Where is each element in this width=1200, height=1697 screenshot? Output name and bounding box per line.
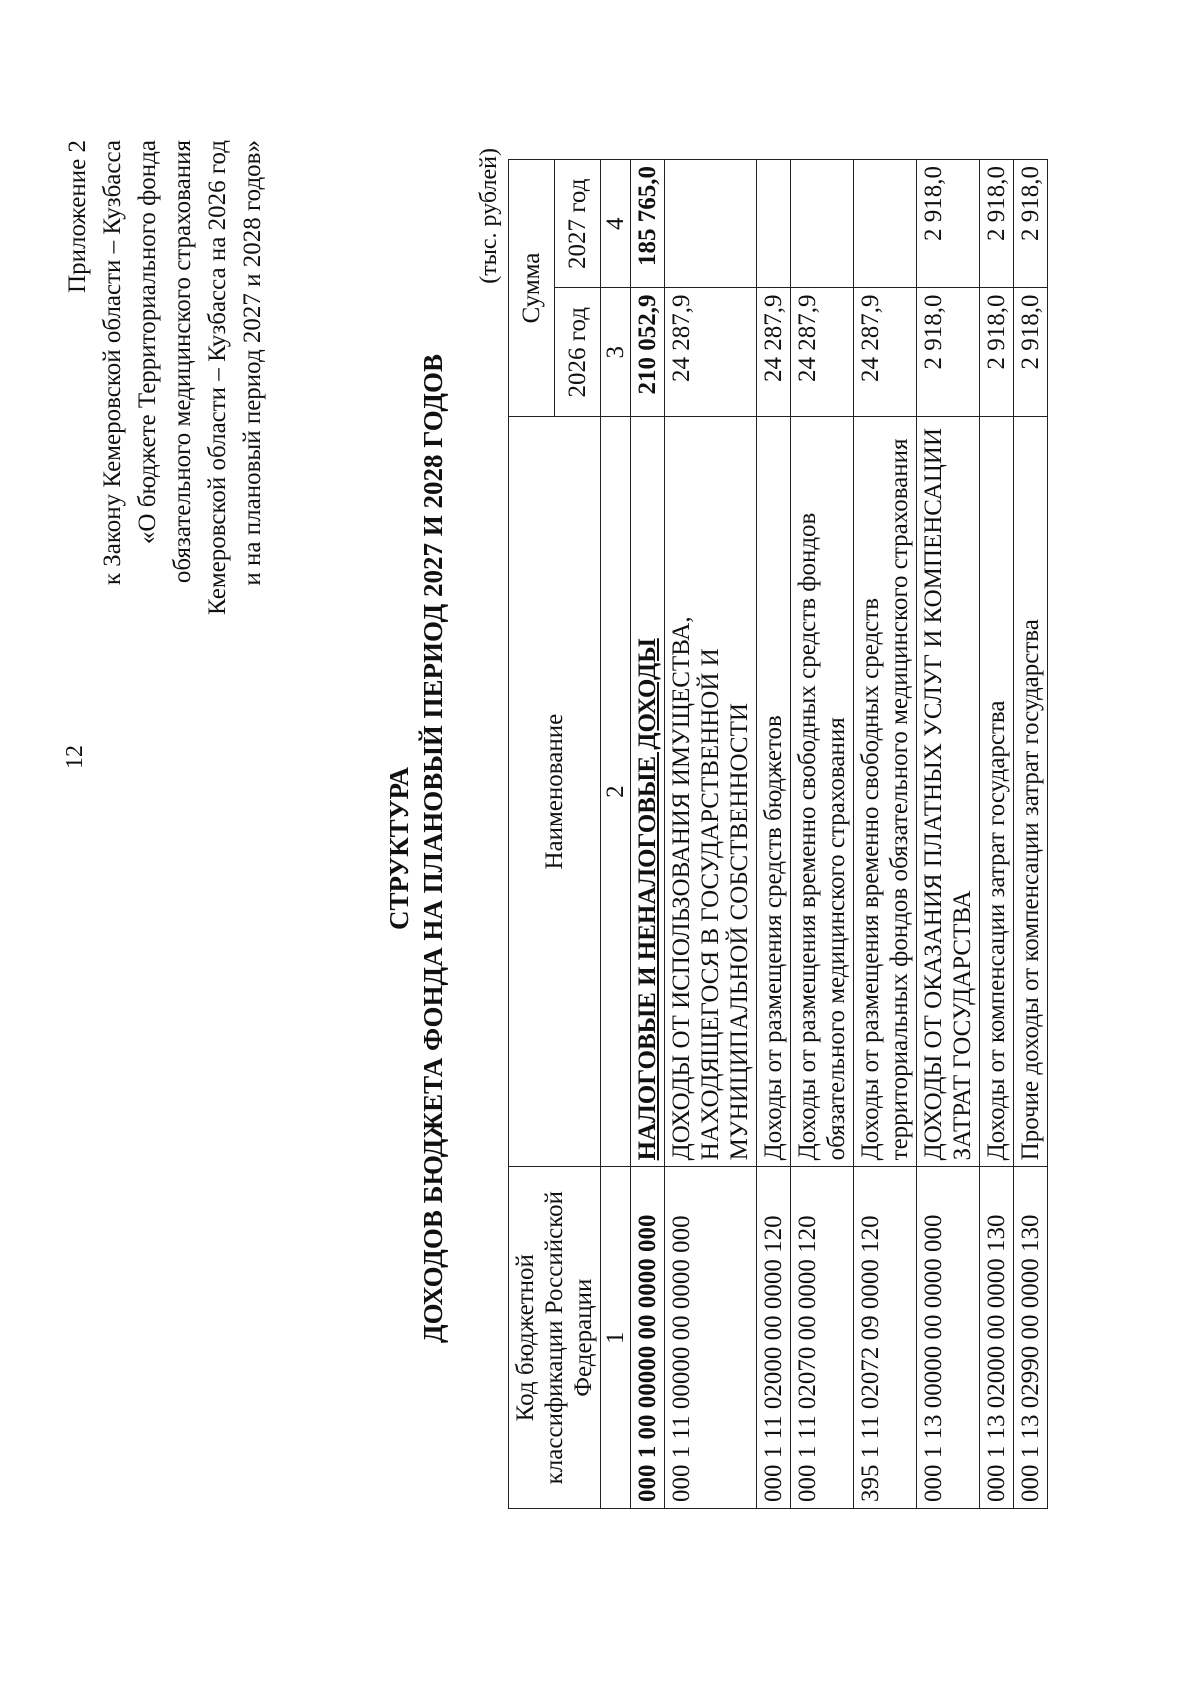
row-value-2026: 210 052,9 — [631, 288, 665, 416]
title-line-2: ДОХОДОВ БЮДЖЕТА ФОНДА НА ПЛАНОВЫЙ ПЕРИОД 2027 И 2028 ГОДОВ — [418, 354, 448, 1343]
row-name: Доходы от компенсации затрат государства — [980, 416, 1014, 1166]
table-row — [917, 160, 980, 1509]
row-value-2026: 2 918,0 — [980, 288, 1014, 416]
header-year-2026: 2026 год — [555, 288, 601, 416]
row-code: 000 1 11 02000 00 0000 120 — [757, 1167, 791, 1509]
appendix-line: обязательного медицинского страхования — [169, 140, 196, 584]
row-name: ДОХОДЫ ОТ ИСПОЛЬЗОВАНИЯ ИМУЩЕСТВА, НАХОДЯЩЕГОСЯ В ГОСУДАРСТВЕННОЙ И МУНИЦИПАЛЬНОЙ СОБСТВЕННОСТИ — [665, 416, 757, 1166]
table-row — [757, 160, 791, 1509]
column-index: 4 — [601, 160, 631, 289]
row-value-2027 — [757, 160, 791, 289]
row-value-2026: 2 918,0 — [917, 288, 980, 416]
row-code: 000 1 13 00000 00 0000 000 — [917, 1167, 980, 1509]
title-line-1: СТРУКТУРА — [384, 766, 414, 931]
appendix-note — [60, 140, 270, 615]
row-code: 000 1 13 02990 00 0000 130 — [1014, 1167, 1048, 1509]
header-name: Наименование — [509, 416, 601, 1166]
revenue-table — [508, 159, 1048, 1509]
row-value-2027 — [854, 160, 917, 289]
header-year-2027: 2027 год — [555, 160, 601, 289]
row-value-2027: 2 918,0 — [917, 160, 980, 289]
row-name: Доходы от размещения временно свободных средств фондов обязательного медицинского страхования — [791, 416, 854, 1166]
table-row — [980, 160, 1014, 1509]
row-value-2027: 185 765,0 — [631, 160, 665, 289]
document-title — [382, 0, 450, 1697]
appendix-line: к Закону Кемеровской области – Кузбасса — [99, 140, 126, 586]
header-code: Код бюджетной классификации Российской Федерации — [509, 1167, 601, 1509]
table-row — [665, 160, 757, 1509]
row-value-2026: 2 918,0 — [1014, 288, 1048, 416]
appendix-line: Приложение 2 — [64, 140, 91, 293]
row-value-2027 — [791, 160, 854, 289]
header-sum: Сумма — [509, 160, 555, 417]
table-row — [854, 160, 917, 1509]
row-value-2026: 24 287,9 — [854, 288, 917, 416]
appendix-line: «О бюджете Территориального фонда — [134, 140, 161, 545]
row-name: НАЛОГОВЫЕ И НЕНАЛОГОВЫЕ ДОХОДЫ — [631, 416, 665, 1166]
row-code: 000 1 00 00000 00 0000 000 — [631, 1167, 665, 1509]
row-code: 000 1 11 02070 00 0000 120 — [791, 1167, 854, 1509]
column-index: 2 — [601, 416, 631, 1166]
row-value-2026: 24 287,9 — [791, 288, 854, 416]
page-number: 12 — [62, 745, 88, 769]
row-value-2027: 2 918,0 — [1014, 160, 1048, 289]
row-name: Доходы от размещения средств бюджетов — [757, 416, 791, 1166]
row-code: 395 1 11 02072 09 0000 120 — [854, 1167, 917, 1509]
table-row — [791, 160, 854, 1509]
row-name: Доходы от размещения временно свободных средств территориальных фондов обязательного медицинского страхования — [854, 416, 917, 1166]
row-value-2026: 24 287,9 — [665, 288, 757, 416]
column-index-row — [601, 160, 631, 1509]
column-index: 3 — [601, 288, 631, 416]
row-value-2027: 2 918,0 — [980, 160, 1014, 289]
row-code: 000 1 13 02000 00 0000 130 — [980, 1167, 1014, 1509]
appendix-line: Кемеровской области – Кузбасса на 2026 год — [204, 140, 231, 615]
appendix-line: и на плановый период 2027 и 2028 годов» — [239, 140, 266, 586]
row-name: Прочие доходы от компенсации затрат государства — [1014, 416, 1048, 1166]
row-name: ДОХОДЫ ОТ ОКАЗАНИЯ ПЛАТНЫХ УСЛУГ И КОМПЕНСАЦИИ ЗАТРАТ ГОСУДАРСТВА — [917, 416, 980, 1166]
row-value-2027 — [665, 160, 757, 289]
column-index: 1 — [601, 1167, 631, 1509]
table-row — [631, 160, 665, 1509]
row-value-2026: 24 287,9 — [757, 288, 791, 416]
units-label: (тыс. рублей) — [476, 148, 502, 284]
table-row — [1014, 160, 1048, 1509]
row-code: 000 1 11 00000 00 0000 000 — [665, 1167, 757, 1509]
